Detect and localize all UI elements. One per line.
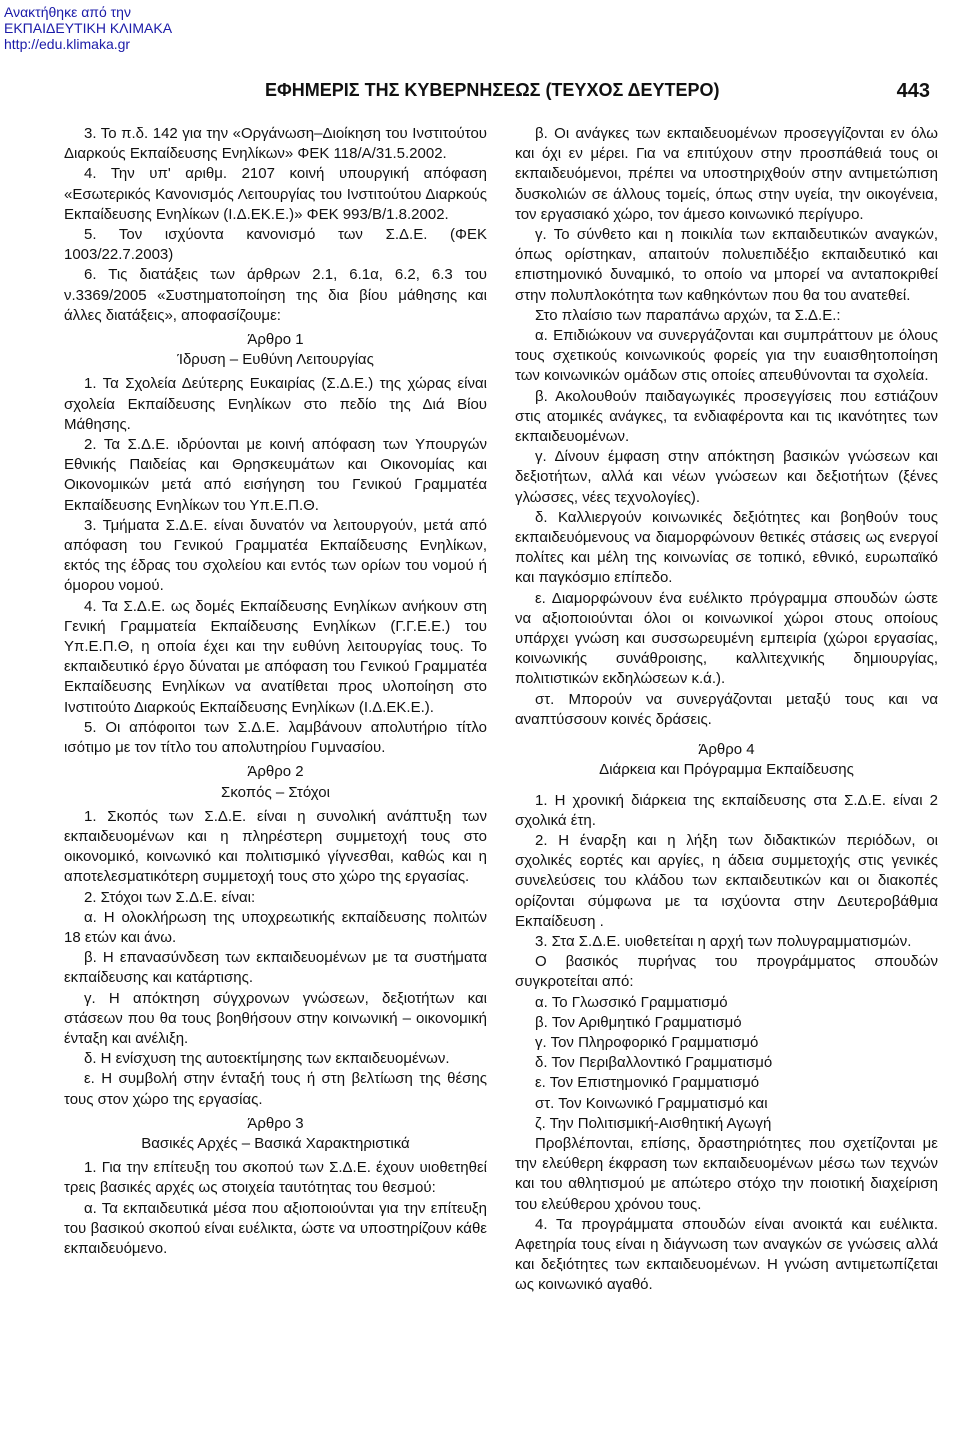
right-column (515, 124, 938, 1296)
source-note (4, 4, 172, 52)
paragraph: ε. Η συμβολή στην ένταξή τους ή στη βελτίωση της θέσης τους στον χώρο της εργασίας. (64, 1070, 487, 1108)
paragraph: 3. Τμήματα Σ.Δ.Ε. είναι δυνατόν να λειτουργούν, μετά από απόφαση του Γενικού Γραμματέα Εκπαίδευσης Ενηλίκων, εκτός της έδρας του σχολείου και εντός των ορίων του νομού ή όμορου νομού. (64, 516, 487, 595)
paragraph: Ο βασικός πυρήνας του προγράμματος σπουδών συγκροτείται από: (515, 953, 938, 991)
list-item: δ. Τον Περιβαλλοντικό Γραμματισμό (535, 1054, 773, 1072)
list-item: γ. Τον Πληροφορικό Γραμματισμό (535, 1033, 759, 1051)
paragraph: Στο πλαίσιο των παραπάνω αρχών, τα Σ.Δ.Ε.: (535, 306, 841, 324)
article-title: Άρθρο 3 (247, 1114, 304, 1132)
paragraph: β. Ακολουθούν παιδαγωγικές προσεγγίσεις που εστιάζουν στις ατομικές ανάγκες, τα ενδιαφέροντα και τις ικανότητες των εκπαιδευομένων. (515, 387, 938, 446)
article-title: Άρθρο 1 (247, 331, 304, 349)
paragraph: 2. Η έναρξη και η λήξη των διδακτικών περιόδων, οι σχολικές εορτές και αργίες, η άδεια συμμετοχής στις γενικές συνελεύσεις του κλάδου των εκπαιδευτικών και οι διακοπές ορίζονται σύμφωνα με τα ισχύοντα στην Δευτεροβάθμια Εκπαίδευση . (515, 831, 938, 930)
list-item: ζ. Την Πολιτισμική-Αισθητική Αγωγή (535, 1114, 772, 1132)
left-column (64, 124, 487, 1259)
article-title: Άρθρο 4 (698, 741, 755, 759)
gazette-title: ΕΦΗΜΕΡΙΣ ΤΗΣ ΚΥΒΕΡΝΗΣΕΩΣ (ΤΕΥΧΟΣ ΔΕΥΤΕΡΟ) (265, 80, 720, 100)
article-title: Άρθρο 2 (247, 763, 304, 781)
paragraph: 1. Για την επίτευξη του σκοπού των Σ.Δ.Ε. έχουν υιοθετηθεί τρεις βασικές αρχές ως στοιχεία ταυτότητας του θεσμού: (64, 1159, 487, 1197)
paragraph: 2. Τα Σ.Δ.Ε. ιδρύονται με κοινή απόφαση των Υπουργών Εθνικής Παιδείας και Θρησκευμάτων και Οικονομίας και Οικονομικών μετά από εισήγηση του Γενικού Γραμματέα Εκπαίδευσης Ενηλίκων του Υπ.Ε.Π.Θ. (64, 436, 487, 514)
paragraph: στ. Μπορούν να συνεργάζονται μεταξύ τους και να αναπτύσσουν κοινές δράσεις. (515, 690, 938, 728)
paragraph: ε. Διαμορφώνουν ένα ευέλικτο πρόγραμμα σπουδών ώστε να αξιοποιούνται όλοι οι κοινωνικοί χώροι στους οποίους υπάρχει γνώση και συσσωρευμένη εμπειρία (χώροι εργασίας, κοινωνικής συνάθροισης, καλλιτεχνικής δημιουργίας, πολιτιστικών εκδηλώσεων κ.ά.). (515, 589, 938, 688)
paragraph: 1. Σκοπός των Σ.Δ.Ε. είναι η συνολική ανάπτυξη των εκπαιδευομένων και η πληρέστερη συμμετοχή τους στο οικονομικό, κοινωνικό και πολιτισμικό γίγνεσθαι, καθώς και η αποτελεσματικότερη συμμετοχή τους στο χώρο της εργασίας. (64, 807, 487, 886)
paragraph: γ. Δίνουν έμφαση στην απόκτηση βασικών γνώσεων και δεξιοτήτων, αλλά και νέων γνώσεων και δεξιοτήτων (ξένες γλώσσες, νέες τεχνολογίες). (515, 448, 938, 506)
list-item: α. Το Γλωσσικό Γραμματισμό (535, 993, 728, 1011)
paragraph: α. Τα εκπαιδευτικά μέσα που αξιοποιούνται για την επίτευξη του βασικού σκοπού είναι ευέλικτα, ώστε να υποστηρίζουν κάθε εκπαιδευόμενο. (64, 1199, 487, 1257)
paragraph: 3. Το π.δ. 142 για την «Οργάνωση–Διοίκηση του Ινστιτούτου Διαρκούς Εκπαίδευσης Ενηλίκων» ΦΕΚ 118/Α/31.5.2002. (64, 125, 487, 163)
source-note-line: Ανακτήθηκε από την (4, 4, 131, 20)
paragraph: 5. Οι απόφοιτοι των Σ.Δ.Ε. λαμβάνουν απολυτήριο τίτλο ισότιμο με τον τίτλο του απολυτηρίου Γυμνασίου. (64, 718, 487, 757)
paragraph: 1. Η χρονική διάρκεια της εκπαίδευσης στα Σ.Δ.Ε. είναι 2 σχολικά έτη. (515, 791, 938, 829)
paragraph: α. Η ολοκλήρωση της υποχρεωτικής εκπαίδευσης πολιτών 18 ετών και άνω. (64, 908, 487, 946)
list-item: β. Τον Αριθμητικό Γραμματισμό (535, 1013, 742, 1031)
list-item: στ. Τον Κοινωνικό Γραμματισμό και (535, 1094, 768, 1112)
paragraph: 4. Την υπ' αριθμ. 2107 κοινή υπουργική απόφαση «Εσωτερικός Κανονισμός Λειτουργίας του Ινστιτούτου Διαρκούς Εκπαίδευσης Ενηλίκων (Ι.Δ.ΕΚ.Ε.)» ΦΕΚ 993/Β/1.8.2002. (64, 165, 487, 223)
page-number: 443 (896, 80, 930, 102)
paragraph: γ. Το σύνθετο και η ποικιλία των εκπαιδευτικών αναγκών, όπως ορίστηκαν, απαιτούν πολυεπιδέξιο εκπαιδευτικό και επιστημονικό δυναμικό, το οποίο να μπορεί να ανταποκριθεί στην πολυπλοκότητα των καθηκόντων που θα του ανατεθεί. (515, 226, 938, 304)
paragraph: 4. Τα Σ.Δ.Ε. ως δομές Εκπαίδευσης Ενηλίκων ανήκουν στη Γενική Γραμματεία Εκπαίδευσης Ενηλίκων (Γ.Γ.Ε.Ε.) του Υπ.Ε.Π.Θ, η οποία έχει και την ευθύνη λειτουργίας τους. Το εκπαιδευτικό έργο δύναται με απόφαση του Γενικού Γραμματέα Εκπαίδευσης Ενηλίκων να ανατίθεται προς υλοποίηση στο Ινστιτούτο Διαρκούς Εκπαίδευσης Ενηλίκων (Ι.Δ.ΕΚ.Ε.). (64, 597, 487, 716)
paragraph: β. Η επανασύνδεση των εκπαιδευομένων με τα συστήματα εκπαίδευσης και κατάρτισης. (64, 949, 487, 987)
article-subtitle: Διάρκεια και Πρόγραμμα Εκπαίδευσης (599, 761, 854, 779)
paragraph: β. Οι ανάγκες των εκπαιδευομένων προσεγγίζονται εν όλω και όχι εν μέρει. Για να επιτύχουν στην προσπάθειά τους οι εκπαιδευόμενοι, πρέπει να υποστηριχθούν στην αντιμετώπιση δυσκολιών σε άλλους τομείς, όπως στην υγεία, την οικογένεια, τον εργασιακό χώρο, τον άμεσο κοινωνικό περίγυρο. (515, 125, 938, 223)
paragraph: 1. Τα Σχολεία Δεύτερης Ευκαιρίας (Σ.Δ.Ε.) της χώρας είναι σχολεία Εκπαίδευσης Ενηλίκων στο πεδίο της Διά Βίου Μάθησης. (64, 375, 487, 433)
paragraph: δ. Η ενίσχυση της αυτοεκτίμησης των εκπαιδευομένων. (84, 1050, 450, 1068)
paragraph: 5. Τον ισχύοντα κανονισμό των Σ.Δ.Ε. (ΦΕΚ 1003/22.7.2003) (64, 226, 487, 264)
paragraph: Προβλέπονται, επίσης, δραστηριότητες που σχετίζονται με την ελεύθερη έκφραση των εκπαιδευομένων μέσω των τεχνών και του αθλητισμού με απώτερο στόχο την ποιοτική διαχείριση του ελεύθερου χρόνου τους. (515, 1134, 938, 1213)
paragraph: 3. Στα Σ.Δ.Ε. υιοθετείται η αρχή των πολυγραμματισμών. (535, 932, 912, 950)
article-subtitle: Βασικές Αρχές – Βασικά Χαρακτηριστικά (141, 1134, 410, 1152)
list-item: ε. Τον Επιστημονικό Γραμματισμό (535, 1074, 760, 1092)
paragraph: 4. Τα προγράμματα σπουδών είναι ανοικτά και ευέλικτα. Αφετηρία τους είναι η διάγνωση των αναγκών σε γνώσεις αλλά και δεξιότητες των εκπαιδευομένων. Η γνώση αντιμετωπίζεται ως κοινωνικό αγαθό. (515, 1215, 938, 1294)
source-note-site-name: ΕΚΠΑΙΔΕΥΤΙΚΗ ΚΛΙΜΑΚΑ (4, 20, 173, 36)
paragraph: δ. Καλλιεργούν κοινωνικές δεξιότητες και βοηθούν τους εκπαιδευόμενους να διαμορφώνουν θετικές στάσεις ως ενεργοί πολίτες και μέλη της κοινωνίας σε τοπικό, εθνικό, ευρωπαϊκό και παγκόσμιο επίπεδο. (515, 508, 938, 587)
paragraph: 6. Τις διατάξεις των άρθρων 2.1, 6.1α, 6.2, 6.3 του ν.3369/2005 «Συστηματοποίηση της δια βίου μάθησης και άλλες διατάξεις», αποφασίζουμε: (64, 266, 487, 324)
paragraph: γ. Η απόκτηση σύγχρονων γνώσεων, δεξιοτήτων και στάσεων που θα τους βοηθήσουν στην κοινωνική – οικονομική ένταξη και ανέλιξη. (64, 989, 487, 1047)
article-subtitle: Ίδρυση – Ευθύνη Λειτουργίας (177, 351, 374, 369)
paragraph: 2. Στόχοι των Σ.Δ.Ε. είναι: (84, 888, 256, 906)
article-subtitle: Σκοπός – Στόχοι (221, 783, 330, 801)
source-note-url-link[interactable]: http://edu.klimaka.gr (4, 36, 131, 52)
page-header (40, 80, 930, 106)
paragraph: α. Επιδιώκουν να συνεργάζονται και συμπράττουν με όλους τους σχετικούς κοινωνικούς φορείς για την ευαισθητοποίηση των κοινωνικών ομάδων στις οποίες απευθύνονται τα σχολεία. (515, 327, 938, 385)
